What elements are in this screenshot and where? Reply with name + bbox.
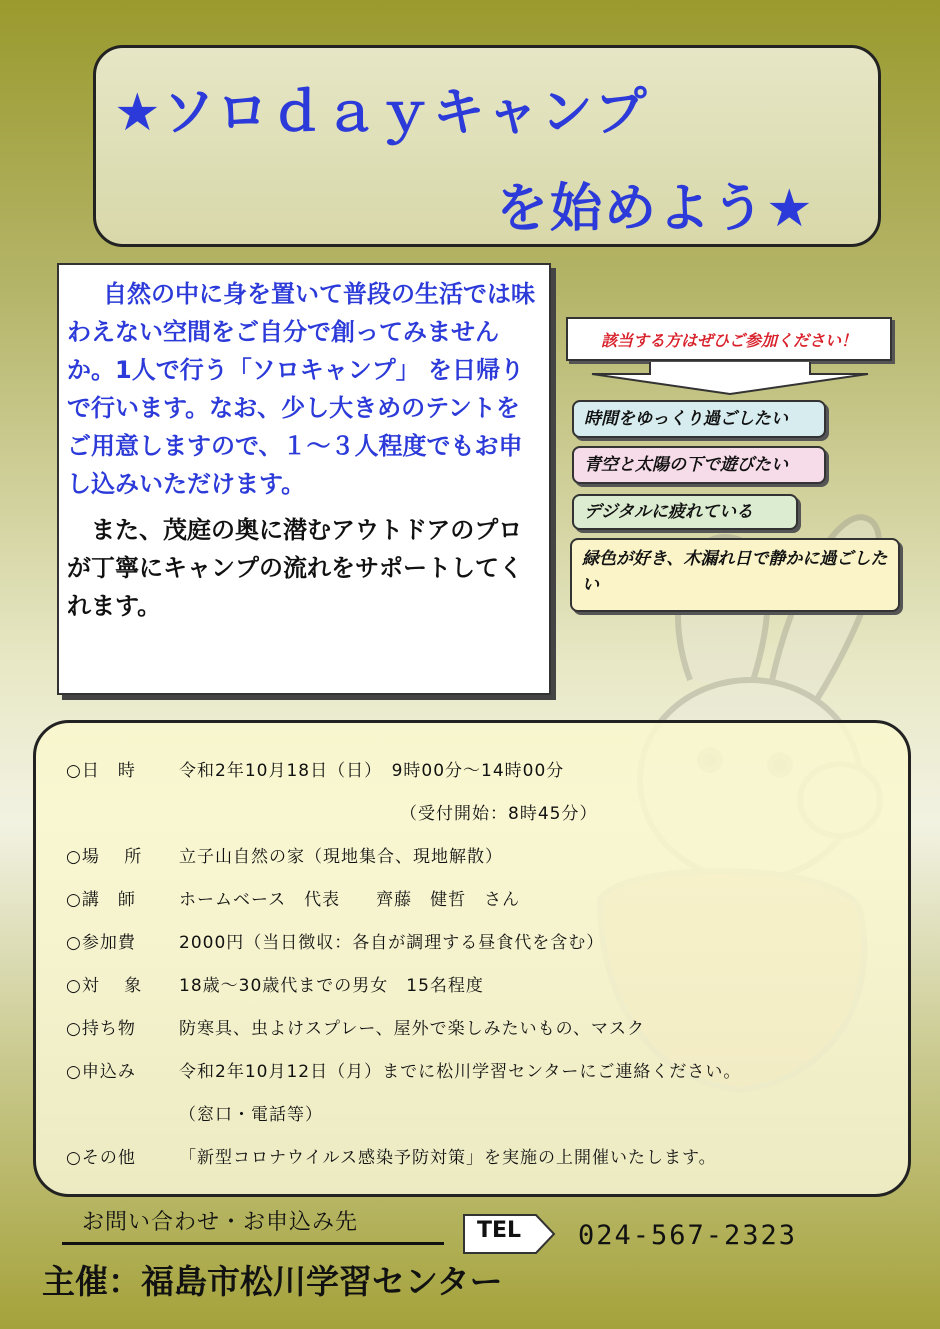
apply-value: 令和2年10月12日（月）までに松川学習センターにご連絡ください。 <box>179 1062 742 1082</box>
intro-paragraph-2: また、茂庭の奥に潜むアウトドアのプロが丁寧にキャンプの流れをサポートしてくれます。 <box>67 516 523 620</box>
other-value: 「新型コロナウイルス感染予防対策」を実施の上開催いたします。 <box>179 1148 717 1168</box>
items-row <box>66 1014 645 1039</box>
tag-relax-time: 時間をゆっくり過ごしたい <box>572 400 826 438</box>
tel-number[interactable]: 024-567-2323 <box>578 1220 798 1251</box>
apply-method: （窓口・電話等） <box>179 1105 323 1125</box>
participation-callout: 該当する方はぜひご参加ください！ <box>566 317 892 361</box>
reception-time: （受付開始：8時45分） <box>400 804 598 824</box>
fee-label: ○参加費 <box>66 933 136 953</box>
fee-value: 2000円（当日徴収：各自が調理する昼食代を含む） <box>179 933 605 953</box>
apply-row <box>66 1057 741 1082</box>
datetime-row <box>66 756 564 781</box>
title-line-2: を始めよう★ <box>496 179 815 239</box>
apply-label: ○申込み <box>66 1062 136 1082</box>
place-row <box>66 842 503 867</box>
title-box <box>93 45 881 247</box>
other-label: ○その他 <box>66 1148 136 1168</box>
down-arrow-icon <box>590 360 870 396</box>
inquiry-heading: お問い合わせ・お申込み先 <box>82 1210 359 1235</box>
items-value: 防寒具、虫よけスプレー、屋外で楽しみたいもの、マスク <box>179 1019 645 1039</box>
intro-paragraph-1: 自然の中に身を置いて普段の生活では味わえない空間をご自分で創ってみませんか。1人で行う「ソロキャンプ」 を日帰りで行います。なお、少し大きめのテントをご用意しますので、１～３人程度でもお申し込みいただけます。 <box>67 280 535 498</box>
organizer: 主催：福島市松川学習センター <box>42 1262 503 1301</box>
lecturer-row <box>66 885 520 910</box>
intro-text-box <box>57 263 551 695</box>
lecturer-label: ○講 師 <box>66 890 136 910</box>
tel-label: TEL <box>477 1218 522 1243</box>
datetime-value: 令和2年10月18日（日） 9時00分～14時00分 <box>179 761 565 781</box>
tag-green-lover: 緑色が好き、木漏れ日で静かに過ごしたい <box>570 538 900 612</box>
tag-digital-fatigue: デジタルに疲れている <box>572 494 798 530</box>
target-value: 18歳～30歳代までの男女 15名程度 <box>179 976 484 996</box>
place-label: ○場 所 <box>66 847 143 867</box>
title-line-1: ★ソロｄａｙキャンプ <box>114 83 649 143</box>
datetime-label: ○日 時 <box>66 761 136 781</box>
target-label: ○対 象 <box>66 976 143 996</box>
items-label: ○持ち物 <box>66 1019 136 1039</box>
place-value: 立子山自然の家（現地集合、現地解散） <box>179 847 503 867</box>
target-row <box>66 971 484 996</box>
other-row <box>66 1143 717 1168</box>
event-details-box <box>33 720 911 1197</box>
footer-divider <box>62 1242 444 1245</box>
fee-row <box>66 928 604 953</box>
tag-outdoor-play: 青空と太陽の下で遊びたい <box>572 446 826 484</box>
lecturer-value: ホームベース 代表 齊藤 健哲 さん <box>179 890 521 910</box>
